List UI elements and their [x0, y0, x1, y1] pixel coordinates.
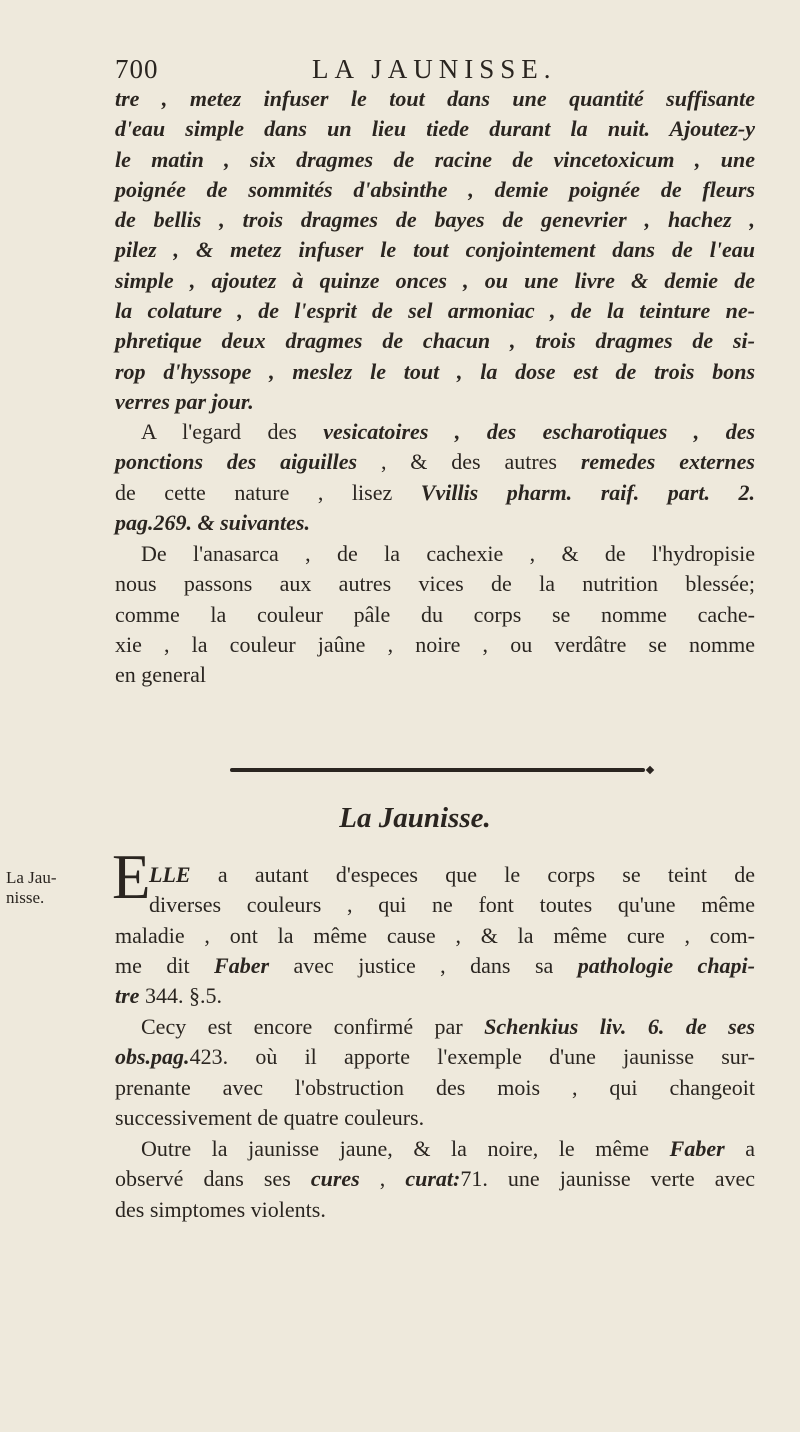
text-line: maladie , ont la même cause , & la même cure , com- [115, 922, 755, 948]
page-number: 700 [115, 54, 159, 84]
text-line: le matin , six dragmes de racine de vincetoxicum , une [115, 146, 755, 172]
remedy-recipe-paragraph [115, 84, 755, 417]
text-line: Outre la jaunisse jaune, & la noire, le même Faber a [141, 1136, 755, 1161]
section-heading: La Jaunisse. [339, 802, 491, 834]
text-line: la colature , de l'esprit de sel armoniac , de la teinture ne- [115, 298, 755, 324]
jaundice-intro-paragraph [115, 860, 755, 1011]
text-line: poignée de sommités d'absinthe , demie poignée de fleurs [115, 176, 755, 202]
drop-cap: E [112, 842, 151, 912]
text-line: Cecy est encore confirmé par Schenkius liv. 6. de ses [141, 1014, 755, 1039]
text-line: tre , metez infuser le tout dans une quantité suffisante [115, 86, 755, 111]
text-line: diverses couleurs , qui ne font toutes qu'une même [149, 892, 755, 918]
text-line: prenante avec l'obstruction des mois , qui changeoit [115, 1074, 755, 1100]
text-line: obs.pag.423. où il apporte l'exemple d'une jaunisse sur- [115, 1044, 755, 1070]
text-line: verres par jour. [115, 388, 254, 414]
text-line: A l'egard des vesicatoires , des escharotiques , des [141, 419, 756, 444]
text-line: nous passons aux autres vices de la nutrition blessée; [115, 571, 755, 597]
running-title: LA JAUNISSE. [312, 54, 557, 84]
margin-note: La Jau-nisse. [6, 868, 57, 907]
nutrition-vices-paragraph [115, 539, 755, 690]
text-line: xie , la couleur jaûne , noire , ou verdâtre se nomme [115, 631, 755, 657]
external-remedies-paragraph [115, 417, 755, 538]
text-line: observé dans ses cures , curat:71. une jaunisse verte avec [115, 1166, 755, 1192]
schenkius-paragraph [115, 1012, 755, 1133]
text-line: successivement de quatre couleurs. [115, 1104, 425, 1130]
text-line: en general [115, 662, 206, 688]
text-line: comme la couleur pâle du corps se nomme cache- [115, 601, 755, 627]
text-line: pilez , & metez infuser le tout conjointement dans de l'eau [115, 237, 755, 263]
text-line: de bellis , trois dragmes de bayes de genevrier , hachez , [115, 207, 755, 233]
text-line: des simptomes violents. [115, 1196, 326, 1222]
text-line: me dit Faber avec justice , dans sa pathologie chapi- [115, 952, 755, 978]
text-line: rop d'hyssope , meslez le tout , la dose est de trois bons [115, 358, 755, 384]
text-line: De l'anasarca , de la cachexie , & de l'hydropisie [141, 541, 755, 566]
faber-cures-paragraph [115, 1134, 755, 1225]
text-line: phretique deux dragmes de chacun , trois dragmes de si- [115, 328, 755, 354]
text-line: LLE a autant d'especes que le corps se teint de [149, 862, 755, 887]
text-line: d'eau simple dans un lieu tiede durant la nuit. Ajoutez-y [115, 116, 755, 142]
running-head [115, 48, 635, 88]
text-line: simple , ajoutez à quinze onces , ou une livre & demie de [115, 267, 755, 293]
text-line: pag.269. & suivantes. [115, 509, 310, 535]
text-line: tre 344. §.5. [115, 983, 222, 1009]
text-line: de cette nature , lisez Vvillis pharm. raif. part. 2. [115, 479, 755, 505]
text-line: ponctions des aiguilles , & des autres remedes externes [115, 449, 755, 475]
section-divider-rule [230, 768, 645, 772]
